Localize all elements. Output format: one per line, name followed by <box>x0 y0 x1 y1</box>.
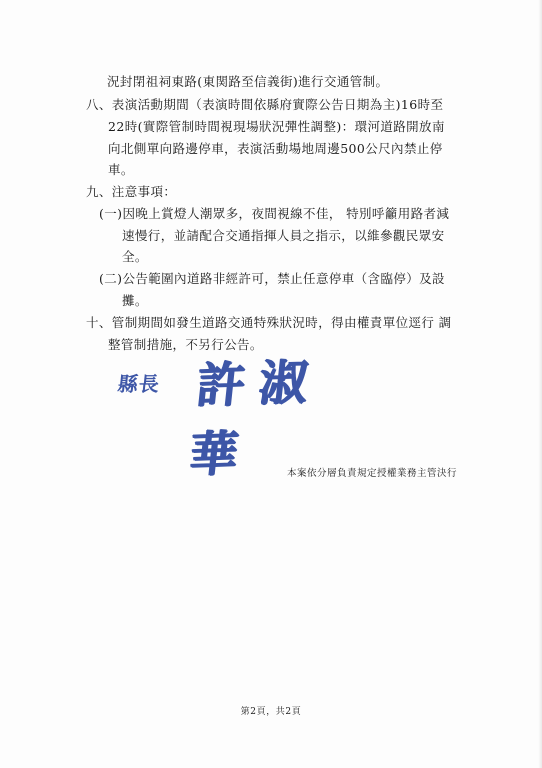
item-ten-line-2: 整管制措施，不另行公告。 <box>108 337 263 352</box>
magistrate-signature-stamp <box>116 342 368 483</box>
item-eight-line-2: 22時(實際管制時間視現場狀況彈性調整)：環河道路開放南 <box>108 119 445 134</box>
subitem-one-line-1: (一)因晚上賞燈人潮眾多，夜間視線不佳， 特別呼籲用路者減 <box>99 206 450 221</box>
delegation-footnote: 本案依分層負責規定授權業務主管決行 <box>287 468 458 479</box>
signature-title: 縣長 <box>116 372 162 396</box>
text-line-1: 況封閉祖祠東路(東関路至信義街)進行交通管制。 <box>107 74 389 89</box>
subitem-two-line-2: 攤。 <box>122 293 148 308</box>
subitem-one-line-2: 速慢行，並請配合交通指揮人員之指示，以維參觀民眾安 <box>122 228 445 243</box>
item-ten-line-1: 十、管制期間如發生道路交通特殊狀況時，得由權責單位逕行 調 <box>86 315 452 330</box>
signature-name: 許淑華 <box>186 353 325 483</box>
subitem-one-line-3: 全。 <box>122 249 148 264</box>
page-number: 第2頁，共2頁 <box>240 707 302 717</box>
item-eight-line-4: 車。 <box>108 162 134 177</box>
scan-edge <box>538 0 542 768</box>
subitem-two-line-1: (二)公告範圍內道路非經許可，禁止任意停車（含臨停）及設 <box>99 271 445 286</box>
item-eight-line-3: 向北側單向路邊停車，表演活動場地周邊500公尺內禁止停 <box>108 141 443 156</box>
item-nine-heading: 九、注意事項： <box>86 184 177 199</box>
item-eight-line-1: 八、表演活動期間（表演時間依縣府實際公告日期為主)16時至 <box>86 97 444 112</box>
